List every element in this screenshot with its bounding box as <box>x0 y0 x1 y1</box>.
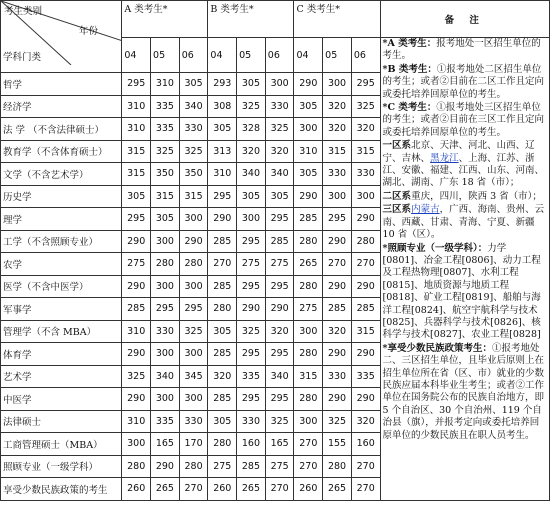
zone3-post: ，广西、海南、贵州、云南、西藏、甘肃、青海、宁夏、新疆 10 省（区）。 <box>382 204 545 241</box>
score-cell-b-05: 340 <box>237 163 266 186</box>
score-cell-a-06: 295 <box>179 298 208 321</box>
score-cell-b-06: 300 <box>265 73 294 96</box>
score-cell-a-04: 315 <box>122 163 151 186</box>
note-zone2 <box>383 191 547 203</box>
score-cell-c-05: 320 <box>323 118 352 141</box>
score-cell-a-04: 300 <box>122 433 151 456</box>
score-cell-b-06: 275 <box>265 455 294 478</box>
score-cell-a-05: 335 <box>151 410 180 433</box>
score-cell-c-05: 315 <box>323 140 352 163</box>
score-cell-c-05: 290 <box>323 388 352 411</box>
score-cell-c-06: 290 <box>351 343 380 366</box>
score-cell-b-06: 270 <box>265 478 294 501</box>
note-b-label: *B 类考生： <box>382 63 437 75</box>
score-cell-c-04: 280 <box>294 230 323 253</box>
score-cell-b-04: 290 <box>208 208 237 231</box>
notes-title: 备 注 <box>380 1 549 38</box>
score-cell-c-06: 290 <box>351 275 380 298</box>
subject-cell: 教育学（不含体育硕士） <box>1 140 122 163</box>
notes-cell <box>380 38 549 501</box>
score-cell-a-04: 295 <box>122 208 151 231</box>
score-cell-c-05: 285 <box>323 298 352 321</box>
score-cell-c-06: 330 <box>351 163 380 186</box>
score-cell-b-06: 340 <box>265 365 294 388</box>
score-cell-b-04: 285 <box>208 230 237 253</box>
note-c <box>383 102 547 139</box>
score-cell-a-06: 290 <box>179 230 208 253</box>
score-cell-a-05: 325 <box>151 140 180 163</box>
score-cell-b-05: 295 <box>237 388 266 411</box>
subject-cell: 工学（不含照顾专业） <box>1 230 122 253</box>
score-cell-b-04: 308 <box>208 95 237 118</box>
score-cell-b-06: 275 <box>265 253 294 276</box>
zone1-link[interactable]: 黑龙江 <box>430 152 459 164</box>
score-cell-a-05: 310 <box>151 73 180 96</box>
score-cell-a-06: 280 <box>179 253 208 276</box>
score-cell-a-06: 170 <box>179 433 208 456</box>
subject-cell: 体育学 <box>1 343 122 366</box>
score-cell-c-04: 275 <box>294 298 323 321</box>
note-c-text: ①报考地处三区招生单位的考生；或者②目前在三区工作且定向或委托培养回原单位的考生。 <box>382 102 545 138</box>
score-cell-b-05: 325 <box>237 320 266 343</box>
score-cell-b-05: 330 <box>237 410 266 433</box>
score-cell-b-04: 305 <box>208 410 237 433</box>
zone3-link[interactable]: 内蒙古 <box>411 204 440 216</box>
score-cell-c-06: 335 <box>351 365 380 388</box>
score-cell-c-04: 300 <box>294 410 323 433</box>
score-cell-a-05: 290 <box>151 455 180 478</box>
score-cell-b-05: 305 <box>237 185 266 208</box>
year-c-05: 05 <box>323 38 352 73</box>
score-cell-c-04: 290 <box>294 185 323 208</box>
score-cell-b-04: 293 <box>208 73 237 96</box>
score-cell-a-05: 300 <box>151 343 180 366</box>
score-cell-b-05: 325 <box>237 95 266 118</box>
score-cell-a-06: 325 <box>179 140 208 163</box>
score-cell-b-05: 275 <box>237 253 266 276</box>
score-cell-b-05: 320 <box>237 140 266 163</box>
subject-cell: 享受少数民族政策的考生 <box>1 478 122 501</box>
score-cell-c-04: 315 <box>294 365 323 388</box>
subject-cell: 理学 <box>1 208 122 231</box>
subject-cell: 工商管理硕士（MBA） <box>1 433 122 456</box>
score-cell-a-05: 265 <box>151 478 180 501</box>
score-cell-a-04: 285 <box>122 298 151 321</box>
score-cell-c-06: 290 <box>351 388 380 411</box>
note-b-text: ①报考地处二区招生单位的考生；或者②目前在二区工作且定向或委托培养回原单位的考生。 <box>382 63 545 100</box>
score-cell-a-06: 340 <box>179 95 208 118</box>
year-b-04: 04 <box>208 38 237 73</box>
subject-cell: 农学 <box>1 253 122 276</box>
score-cell-a-04: 310 <box>122 320 151 343</box>
score-cell-c-04: 280 <box>294 275 323 298</box>
note-b <box>383 64 547 101</box>
score-cell-a-05: 340 <box>151 365 180 388</box>
score-cell-b-04: 295 <box>208 185 237 208</box>
score-cell-c-05: 290 <box>323 343 352 366</box>
subject-cell: 哲学 <box>1 73 122 96</box>
score-cell-b-05: 295 <box>237 343 266 366</box>
score-cell-a-05: 300 <box>151 230 180 253</box>
score-cell-b-06: 295 <box>265 208 294 231</box>
score-cell-a-04: 310 <box>122 95 151 118</box>
score-cell-a-05: 335 <box>151 95 180 118</box>
score-cell-b-04: 320 <box>208 365 237 388</box>
score-cell-c-04: 265 <box>294 253 323 276</box>
score-cell-b-04: 305 <box>208 118 237 141</box>
score-cell-a-06: 330 <box>179 410 208 433</box>
score-cell-b-06: 330 <box>265 95 294 118</box>
score-cell-c-06: 315 <box>351 140 380 163</box>
minority-label: *享受少数民族政策考生： <box>382 342 493 354</box>
subject-cell: 军事学 <box>1 298 122 321</box>
score-cell-c-04: 305 <box>294 163 323 186</box>
score-cell-a-06: 305 <box>179 73 208 96</box>
score-cell-c-04: 300 <box>294 320 323 343</box>
subject-cell: 经济学 <box>1 95 122 118</box>
year-b-06: 06 <box>265 38 294 73</box>
score-cell-a-06: 300 <box>179 388 208 411</box>
score-cell-c-05: 280 <box>323 455 352 478</box>
category-label: 考生类别 <box>4 6 43 17</box>
score-cell-c-04: 305 <box>294 95 323 118</box>
score-cell-c-04: 290 <box>294 73 323 96</box>
score-cell-b-04: 260 <box>208 478 237 501</box>
zone3-label: 三区系 <box>382 204 412 216</box>
score-cell-a-05: 280 <box>151 253 180 276</box>
score-cell-b-04: 313 <box>208 140 237 163</box>
note-a-label: *A 类考生： <box>382 38 437 49</box>
score-cell-b-04: 280 <box>208 433 237 456</box>
score-cell-b-04: 270 <box>208 253 237 276</box>
note-zone1 <box>383 140 547 190</box>
score-cell-a-04: 290 <box>122 275 151 298</box>
score-cell-b-04: 285 <box>208 343 237 366</box>
year-label: 年份 <box>79 26 99 37</box>
score-cell-c-05: 290 <box>323 230 352 253</box>
discipline-label: 学科门类 <box>3 52 42 63</box>
score-cell-a-06: 330 <box>179 118 208 141</box>
score-cell-a-06: 350 <box>179 163 208 186</box>
score-cell-c-05: 300 <box>323 185 352 208</box>
score-cell-c-05: 265 <box>323 478 352 501</box>
score-cell-c-04: 260 <box>294 478 323 501</box>
score-cell-b-06: 325 <box>265 118 294 141</box>
note-c-label: *C 类考生： <box>382 102 437 114</box>
score-cell-c-06: 270 <box>351 455 380 478</box>
subject-cell: 艺术学 <box>1 365 122 388</box>
note-minority <box>383 343 547 442</box>
diagonal-header-cell <box>1 1 122 73</box>
score-cell-b-04: 275 <box>208 455 237 478</box>
score-cell-b-05: 160 <box>237 433 266 456</box>
score-cell-c-04: 285 <box>294 208 323 231</box>
year-b-05: 05 <box>237 38 266 73</box>
score-cell-b-06: 305 <box>265 185 294 208</box>
score-cell-c-04: 270 <box>294 433 323 456</box>
score-cell-b-04: 280 <box>208 298 237 321</box>
score-cell-a-05: 330 <box>151 320 180 343</box>
score-cell-c-05: 295 <box>323 208 352 231</box>
score-cell-c-06: 325 <box>351 95 380 118</box>
score-cell-a-05: 335 <box>151 118 180 141</box>
score-cell-a-04: 310 <box>122 410 151 433</box>
score-cell-b-05: 328 <box>237 118 266 141</box>
score-cell-a-04: 305 <box>122 185 151 208</box>
subject-cell: 历史学 <box>1 185 122 208</box>
score-cell-a-04: 290 <box>122 343 151 366</box>
score-cell-c-06: 295 <box>351 73 380 96</box>
score-cell-c-05: 155 <box>323 433 352 456</box>
subject-cell: 中医学 <box>1 388 122 411</box>
year-c-04: 04 <box>294 38 323 73</box>
score-cell-a-06: 270 <box>179 478 208 501</box>
year-a-04: 04 <box>122 38 151 73</box>
special-label: *照顾专业（一级学科）： <box>382 242 488 254</box>
score-cell-c-04: 280 <box>294 343 323 366</box>
score-cell-c-05: 270 <box>323 253 352 276</box>
score-cell-c-05: 300 <box>323 73 352 96</box>
note-a-text: 报考地处一区招生单位的考生。 <box>382 38 541 62</box>
score-cell-a-04: 315 <box>122 140 151 163</box>
score-cell-c-06: 160 <box>351 433 380 456</box>
score-cell-b-05: 285 <box>237 455 266 478</box>
score-cell-a-05: 300 <box>151 388 180 411</box>
score-cell-c-05: 325 <box>323 410 352 433</box>
score-cell-a-05: 350 <box>151 163 180 186</box>
score-cell-b-05: 290 <box>237 298 266 321</box>
score-cell-b-04: 310 <box>208 163 237 186</box>
score-cell-a-06: 300 <box>179 208 208 231</box>
special-text: 力学[0801]、冶金工程[0806]、动力工程及工程热物理[0807]、水利工程[0815]、地质资源与地质工程[0818]、矿业工程[0819]、船舶与海洋工程[0824]、航空宇航科学与技术[0825]、兵器科学与技术[0826]、核科学与技术[0827]、农业工程[0828] <box>382 242 541 341</box>
score-cell-c-04: 310 <box>294 140 323 163</box>
score-cell-b-05: 335 <box>237 365 266 388</box>
score-cell-a-06: 315 <box>179 185 208 208</box>
score-cell-c-06: 270 <box>351 478 380 501</box>
score-cell-a-04: 295 <box>122 73 151 96</box>
group-a-header: A 类考生* <box>122 1 208 38</box>
subject-cell: 文学（不含艺术学） <box>1 163 122 186</box>
score-cell-c-05: 320 <box>323 95 352 118</box>
score-cell-b-06: 290 <box>265 298 294 321</box>
score-cell-c-06: 280 <box>351 230 380 253</box>
zone1-label: 一区系 <box>382 140 412 152</box>
score-cell-a-06: 300 <box>179 275 208 298</box>
score-cell-c-04: 300 <box>294 118 323 141</box>
score-cell-b-05: 295 <box>237 275 266 298</box>
score-cell-a-04: 310 <box>122 118 151 141</box>
score-cell-c-06: 315 <box>351 320 380 343</box>
subject-cell: 医学（不含中医学） <box>1 275 122 298</box>
score-cell-b-05: 295 <box>237 230 266 253</box>
zone1-pre: 北京、天津、河北、山西、辽宁、吉林、 <box>382 140 535 164</box>
score-cell-a-05: 305 <box>151 208 180 231</box>
score-cell-c-05: 320 <box>323 320 352 343</box>
score-cell-b-06: 325 <box>265 410 294 433</box>
subject-cell: 管理学（不含 MBA） <box>1 320 122 343</box>
score-cell-c-05: 330 <box>323 163 352 186</box>
score-cell-b-06: 295 <box>265 388 294 411</box>
score-cell-a-06: 280 <box>179 455 208 478</box>
score-cell-c-05: 330 <box>323 365 352 388</box>
score-cell-a-05: 300 <box>151 275 180 298</box>
score-cell-b-06: 295 <box>265 343 294 366</box>
score-cell-c-06: 300 <box>351 185 380 208</box>
score-cell-a-04: 280 <box>122 455 151 478</box>
score-cell-c-05: 290 <box>323 275 352 298</box>
score-cell-c-06: 320 <box>351 118 380 141</box>
score-cell-c-04: 270 <box>294 455 323 478</box>
score-cell-c-06: 290 <box>351 208 380 231</box>
score-cell-a-06: 300 <box>179 343 208 366</box>
score-cell-a-04: 290 <box>122 388 151 411</box>
score-cell-b-04: 285 <box>208 275 237 298</box>
subject-cell: 照顾专业（一级学科） <box>1 455 122 478</box>
score-cell-a-05: 315 <box>151 185 180 208</box>
score-cell-b-05: 265 <box>237 478 266 501</box>
score-cell-b-05: 300 <box>237 208 266 231</box>
score-cell-c-04: 280 <box>294 388 323 411</box>
score-cell-a-05: 295 <box>151 298 180 321</box>
minority-text: ①报考地处二、三区招生单位，且毕业后原则上在招生单位所在省（区、市）就业的少数民族应届本科毕业生考生；或者②工作单位在国务院公布的民族自治地方，即 5 个自治区、30 个自治州、119 个自治县（旗），并报考定向或委托培养回原单位的少数民族且在职人员考生。 <box>382 342 545 441</box>
group-c-header: C 类考生* <box>294 1 380 38</box>
zone2-label: 二区系 <box>382 190 412 202</box>
score-cell-a-04: 260 <box>122 478 151 501</box>
note-special <box>383 243 547 342</box>
score-cell-b-06: 320 <box>265 320 294 343</box>
group-b-header: B 类考生* <box>208 1 294 38</box>
note-zone3 <box>383 204 547 241</box>
zone2-text: 重庆，四川，陕西 3 省（市）； <box>411 190 542 202</box>
score-cell-b-04: 305 <box>208 320 237 343</box>
score-cell-b-04: 285 <box>208 388 237 411</box>
score-cell-a-06: 345 <box>179 365 208 388</box>
score-cell-b-06: 320 <box>265 140 294 163</box>
score-cell-b-05: 305 <box>237 73 266 96</box>
score-cell-b-06: 165 <box>265 433 294 456</box>
zone1-post: 、上海、江苏、浙江、安徽、福建、江西、山东、河南、湖北、湖南、广东 18 省（市）； <box>382 152 545 189</box>
score-cell-a-04: 325 <box>122 365 151 388</box>
score-cell-c-06: 320 <box>351 410 380 433</box>
score-cell-c-06: 285 <box>351 298 380 321</box>
subject-cell: 法律硕士 <box>1 410 122 433</box>
score-cell-a-06: 325 <box>179 320 208 343</box>
score-cell-b-06: 340 <box>265 163 294 186</box>
year-c-06: 06 <box>351 38 380 73</box>
note-a <box>383 38 547 63</box>
year-a-05: 05 <box>151 38 180 73</box>
score-cell-b-06: 285 <box>265 230 294 253</box>
score-cell-b-06: 295 <box>265 275 294 298</box>
year-a-06: 06 <box>179 38 208 73</box>
score-cell-c-06: 270 <box>351 253 380 276</box>
subject-cell: 法 学 （不含法律硕士） <box>1 118 122 141</box>
score-cell-a-04: 275 <box>122 253 151 276</box>
score-cell-a-04: 290 <box>122 230 151 253</box>
score-cell-a-05: 165 <box>151 433 180 456</box>
